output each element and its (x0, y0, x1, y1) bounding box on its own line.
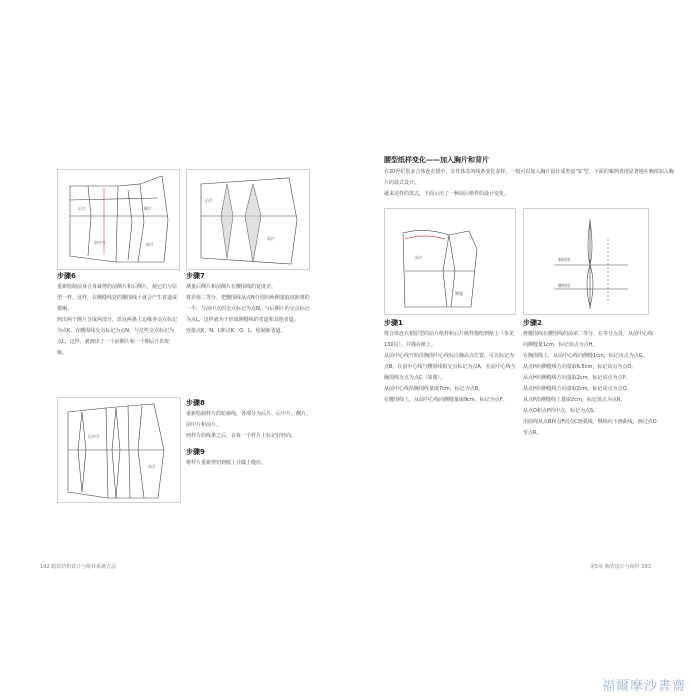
figure-step8 (57, 397, 181, 503)
svg-text:后中片: 后中片 (88, 434, 100, 439)
step2-body: 将腰围线在腰围线的前第二等分，在等分点处，从前中心线向侧缝量1cm，标记该点为点H。 在胸围线上，从前中心线向侧缝1cm，标记该点为点G。 从点H向侧缝线方向量取6.5cm，标记该点为点O。 从点H向侧缝线方向量取2cm，标记该点为点P。 从点H向侧缝线方向量取2cm，标记该点为点Q。 从点P沿侧缝线上量取2cm，标记该点为点R。 从点O和点P的中点，标记为点S。 用曲线从点B和点F向点C画弧线，继续向下画曲线，画过点O至点R。 (523, 331, 657, 436)
pattern-drawing (524, 209, 648, 314)
svg-text:侧片: 侧片 (144, 206, 152, 211)
svg-text:侧缝: 侧缝 (455, 291, 463, 296)
step7-body: 测量后侧片和前侧片在腰围线的宽度差。 将差值二等分，把腰围线从点N分别向两侧量取该距离的一半，与前中点的交点标记为点N，与后侧片的交点标记为点L，这样就为于形成侧缝线的省道和其他省道。 连接点K、N、L和点K、O、L，绘制新省道。 (186, 284, 310, 334)
right-page-footer: 第5章 胸省设计与纸样 193 (590, 564, 651, 570)
step1-body: 将合体连衣裙原型的前片纸样和后片纸样描绘到纸上（参见130页），并描在纸上。 从前中心线开始沿胸围中心线标注胸高点位置，可以标记为点B。在前中心线与腰围线相交点标记为点A，在前中心线与胸围线交点为点C（如图）。 从前中心线沿胸围线量取7cm，标记为点B。 在腰围线上，从前中心线向侧缝量取9cm，标记为点F。 (384, 331, 516, 403)
section-title: 腰型纸样变化——加入胸片和背片 (384, 156, 489, 164)
svg-text:前片: 前片 (146, 242, 154, 247)
figure-step2 (523, 208, 649, 315)
step2-heading: 步骤2 (523, 319, 542, 327)
pattern-drawing (58, 398, 180, 502)
svg-text:胸围线: 胸围线 (558, 257, 570, 262)
pattern-drawing (187, 170, 309, 269)
svg-text:腰围线: 腰围线 (558, 283, 570, 288)
step9-heading: 步骤9 (186, 448, 205, 456)
svg-text:后片: 后片 (205, 198, 213, 203)
step9-body: 将样片重新剪切到纸上并做上缝份。 (186, 460, 267, 466)
svg-text:前片: 前片 (148, 464, 156, 469)
figure-step6 (57, 169, 180, 270)
pattern-drawing (58, 170, 179, 269)
svg-text:前中片: 前中片 (94, 240, 106, 245)
step1-heading: 步骤1 (384, 319, 403, 327)
pattern-drawing (385, 209, 515, 314)
step6-body: 重新绘制前身合身裁剪的前侧片和后侧片，使它们与原型一样。这样，在侧缝线处的腰围线上就会产生省道或褶裥。 画出两个侧片分成两部分，沿这两条上边缘各交点标记为点K，在腰围线交点标记为点N，与这些交点标记为点L，这样，就画出了一个前侧片和一个侧后片的轮廓。 (57, 284, 178, 356)
figure-step1 (384, 208, 516, 315)
left-page-footer: 192 服装结构设计与纸样系统方法 (40, 564, 117, 570)
step7-heading: 步骤7 (186, 272, 205, 280)
watermark: 福爾摩沙書齋 (601, 679, 686, 694)
step6-heading: 步骤6 (57, 272, 76, 280)
section-intro: 在20世纪很多合体连衣裙中，女性体态的线条变化多样。一般可以加入胸片设计成类似“S”型。下面的案例表现显著地在胸部加入胸片的款式设计。 就来这样的款式，下面示出了一种前后纸样的设计变化。 (384, 169, 674, 197)
svg-text:前片: 前片 (415, 255, 423, 260)
figure-step7 (186, 169, 310, 270)
step8-heading: 步骤8 (186, 399, 205, 407)
step8-body: 重新绘制样片的轮廓线，各部分为后片、后中片、侧片、前中片和前片。 画样片的线条之后，在每一个样片上标记好经向。 (186, 411, 312, 439)
svg-text:后片: 后片 (78, 206, 86, 211)
svg-text:前片: 前片 (267, 236, 275, 241)
